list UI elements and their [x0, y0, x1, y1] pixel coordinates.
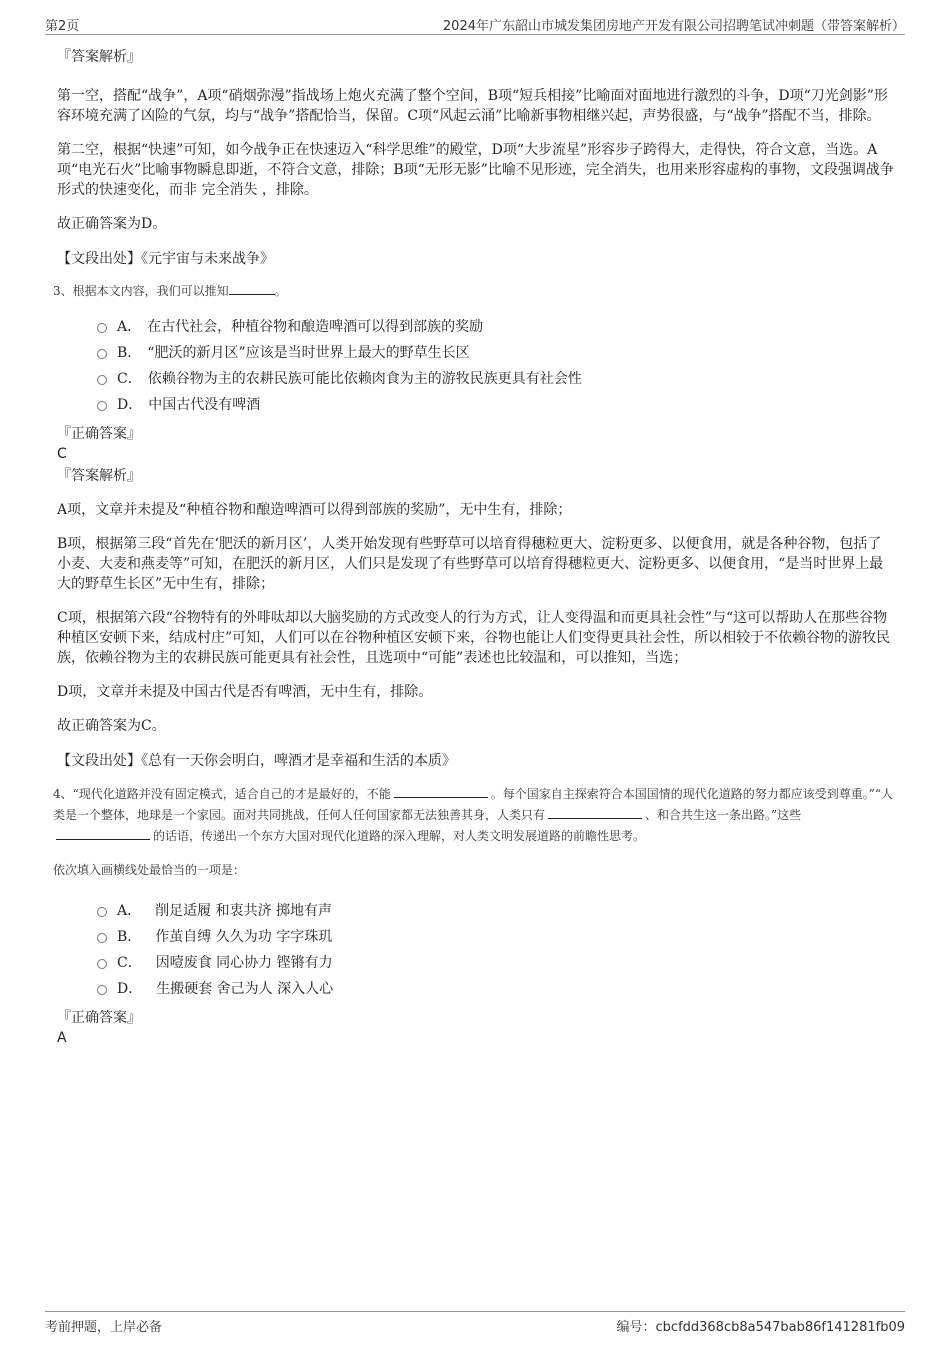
q3-correct-label: 『正确答案』: [57, 426, 141, 442]
q4-instruction: 依次填入画横线处最恰当的一项是：: [53, 863, 246, 877]
answer-blank: [548, 806, 642, 819]
q3-correct-answer: C: [57, 446, 67, 462]
q3-question-end: 。: [274, 284, 287, 298]
q3-option-d[interactable]: [97, 392, 895, 418]
option-letter: B．: [117, 929, 142, 945]
radio-icon[interactable]: [97, 349, 107, 359]
q4-options: [97, 898, 895, 1002]
option-text: 作茧自缚 久久为功 字字珠玑: [155, 929, 333, 945]
radio-icon[interactable]: [97, 959, 107, 969]
q4-correct-answer: A: [57, 1030, 67, 1046]
radio-icon[interactable]: [97, 933, 107, 943]
radio-icon[interactable]: [97, 985, 107, 995]
q2-analysis-paragraph: 第一空，搭配“战争”，A项“硝烟弥漫”指战场上炮火充满了整个空间，B项“短兵相接”比喻面对面地进行激烈的斗争，D项“刀光剑影”形容环境充满了凶险的气氛，均与“战争”搭配恰当，保留。C项“风起云涌”比喻新事物相继兴起，声势很盛，与“战争”搭配不当，排除。: [57, 88, 888, 124]
radio-icon[interactable]: [97, 323, 107, 333]
document-id: 编号：cbcfdd368cb8a547bab86f141281fb09: [616, 1320, 905, 1335]
q3-analysis-paragraph: B项，根据第三段“首先在‘肥沃的新月区’，人类开始发现有些野草可以培育得穗粒更大、淀粉更多、以便食用，就是各种谷物，包括了小麦、大麦和燕麦等”可知，在肥沃的新月区，人们只是发现了有些野草可以培育得穗粒更大、淀粉更多、以便食用，“是当时世界上最大的野草生长区”无中生有，排除；: [57, 536, 884, 592]
option-letter: C．: [117, 371, 142, 387]
q3-option-c[interactable]: [97, 366, 895, 392]
q3-analysis-label: 『答案解析』: [57, 468, 141, 484]
radio-icon[interactable]: [97, 907, 107, 917]
answer-blank: [56, 827, 150, 840]
q2-conclusion: 故正确答案为D。: [57, 216, 167, 232]
footer-slogan: 考前押题，上岸必备: [45, 1320, 163, 1335]
option-text: 因噎废食 同心协力 铿锵有力: [155, 955, 333, 971]
q3-analysis-paragraph: C项，根据第六段“谷物特有的外啡呔却以大脑奖励的方式改变人的行为方式，让人变得温和而更具社会性”与“这可以帮助人在那些谷物种植区安顿下来，结成村庄”可知，人们可以在谷物种植区安顿下来，谷物也能让人们变得更具社会性，所以相较于不依赖谷物的游牧民族，依赖谷物为主的农耕民族可能更具有社会性，且选项中“可能”表述也比较温和，可以推知，当选；: [57, 610, 891, 666]
q4-option-b[interactable]: [97, 924, 895, 950]
q3-options: [97, 314, 895, 418]
option-text: “肥沃的新月区”应该是当时世界上最大的野草生长区: [147, 345, 470, 361]
q4-question-text: 的话语，传递出一个东方大国对现代化道路的深入理解，对人类文明发展道路的前瞻性思考。: [153, 829, 646, 843]
q3-conclusion: 故正确答案为C。: [57, 718, 166, 734]
q3-analysis-paragraph: D项，文章并未提及中国古代是否有啤酒，无中生有，排除。: [57, 684, 433, 700]
q4-option-c[interactable]: [97, 950, 895, 976]
q3-option-a[interactable]: [97, 314, 895, 340]
option-text: 削足适履 和衷共济 掷地有声: [155, 903, 333, 919]
q4-question-text: 4、“现代化道路并没有固定模式，适合自己的才是最好的，不能: [53, 787, 391, 801]
option-letter: D．: [117, 981, 143, 997]
option-letter: A．: [117, 903, 142, 919]
document-body: [53, 46, 895, 1050]
q2-analysis-label: 『答案解析』: [57, 49, 141, 65]
q4-option-d[interactable]: [97, 976, 895, 1002]
q3-question-text: 3、根据本文内容，我们可以推知: [53, 284, 229, 298]
option-letter: B．: [117, 345, 142, 361]
page-footer: [45, 1311, 905, 1334]
option-text: 中国古代没有啤酒: [148, 397, 261, 413]
option-text: 依赖谷物为主的农耕民族可能比依赖肉食为主的游牧民族更具有社会性: [147, 371, 582, 387]
document-title: 2024年广东韶山市城发集团房地产开发有限公司招聘笔试冲刺题（带答案解析）: [442, 19, 905, 34]
q2-source: 【文段出处】《元宇宙与未来战争》: [57, 251, 274, 267]
q4-question-text: 、和合共生这一条出路。”这些: [645, 808, 802, 822]
option-text: 在古代社会，种植谷物和酿造啤酒可以得到部族的奖励: [147, 319, 484, 335]
q4-correct-label: 『正确答案』: [57, 1010, 141, 1026]
answer-blank: [394, 785, 488, 798]
page-number: 第2页: [45, 19, 80, 34]
answer-blank: [229, 282, 275, 295]
q3-question: [53, 280, 895, 302]
option-text: 生搬硬套 舍己为人 深入人心: [156, 981, 334, 997]
radio-icon[interactable]: [97, 375, 107, 385]
q3-analysis-paragraph: A项，文章并未提及“种植谷物和酿造啤酒可以得到部族的奖励”，无中生有，排除；: [57, 502, 572, 518]
q4-option-a[interactable]: [97, 898, 895, 924]
radio-icon[interactable]: [97, 401, 107, 411]
q4-question: [53, 784, 895, 847]
q3-source: 【文段出处】《总有一天你会明白，啤酒才是幸福和生活的本质》: [57, 753, 456, 769]
q4-question-text: 。每个国家自主探索符合本国国情的现代化道路的努力都应该受到尊重。”“人类是一个整体，地球是一个家园。面对共同挑战，任何人任何国家都无法独善其身，人类只有: [53, 787, 894, 822]
option-letter: C．: [117, 955, 142, 971]
option-letter: A．: [117, 319, 142, 335]
page-header: [45, 12, 905, 35]
q2-analysis-paragraph: 第二空，根据“快速”可知，如今战争正在快速迈入“科学思维”的殿堂，D项“大步流星”形容步子跨得大，走得快，符合文意，当选。A项“电光石火”比喻事物瞬息即逝，不符合文意，排除；B项“无形无影”比喻不见形迹，完全消失，也用来形容虚构的事物，文段强调战争形式的快速变化，而非 完全消失 ，排除。: [57, 142, 894, 198]
option-letter: D．: [117, 397, 143, 413]
q3-option-b[interactable]: [97, 340, 895, 366]
